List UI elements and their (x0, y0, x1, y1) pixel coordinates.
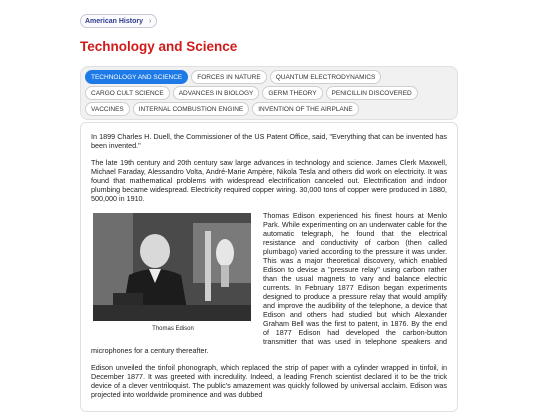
article-paragraph-3: Thomas Edison experienced his finest hours at Menlo Park. While experimenting on an underwater cable for the automatic telegraph, he found that the electrical resistance and conductivity of carbon (then called plumbago) varied according to the pressure it was under. This was a major theoretical discovery, which enabled Edison to devise a "pressure relay" using carbon rather than the usual magnets to vary and balance electric currents. In February 1877 Edison began experiments designed to produce a pressure relay that would amplify and improve the audibility of the telephone, a device that Edison and others had studied but which Alexander Graham Bell was the first to patent, in 1876. By the end of 1877 Edison had developed the carbon-button transmitter that was used in telephone speakers and microphones for a century thereafter. (91, 211, 447, 355)
article-paragraph-4: Edison unveiled the tinfoil phonograph, which replaced the strip of paper with a cylinder wrapped in tinfoil, in December 1877. It was greeted with incredulity. Indeed, a leading French scientist declared it to be the trick device of a clever ventriloquist. The public's amazement was quickly followed by universal acclaim. Edison was projected into worldwide prominence and was dubbed (91, 363, 447, 399)
article-paragraph-2: The late 19th century and 20th century saw large advances in technology and science. James Clerk Maxwell, Michael Faraday, Alessandro Volta, André-Marie Ampère, Nikola Tesla and others did work on electricity. It was found that mathematical problems with widespread electrification canceled out. Electrification and indoor plumbing became widespread. Electricity required copper wiring. 30,000 tons of copper were produced in 1880, 500,000 in 1910. (91, 158, 447, 203)
tab-penicillin-discovered[interactable]: PENICILLIN DISCOVERED (326, 86, 418, 100)
breadcrumb-label: American History (85, 17, 143, 25)
edison-photo-illustration (93, 213, 251, 321)
tab-germ-theory[interactable]: GERM THEORY (262, 86, 322, 100)
tab-cargo-cult-science[interactable]: CARGO CULT SCIENCE (85, 86, 170, 100)
chevron-right-icon: › (148, 17, 152, 25)
tab-row-2 (85, 86, 453, 100)
tab-vaccines[interactable]: VACCINES (85, 102, 130, 116)
portrait-photo-icon (93, 213, 251, 321)
topic-tabs (80, 66, 458, 120)
tab-invention-of-the-airplane[interactable]: INVENTION OF THE AIRPLANE (252, 102, 359, 116)
figure-caption: Thomas Edison (152, 326, 194, 332)
tab-quantum-electrodynamics[interactable]: QUANTUM ELECTRODYNAMICS (270, 70, 382, 84)
breadcrumb[interactable] (80, 14, 157, 28)
article-paragraph-1: In 1899 Charles H. Duell, the Commissioner of the US Patent Office, said, "Everything that can be invented has been invented." (91, 132, 447, 150)
tab-advances-in-biology[interactable]: ADVANCES IN BIOLOGY (173, 86, 260, 100)
page-title: Technology and Science (80, 39, 238, 54)
edison-figure (93, 213, 253, 334)
tab-forces-in-nature[interactable]: FORCES IN NATURE (191, 70, 266, 84)
tab-internal-combustion-engine[interactable]: INTERNAL COMBUSTION ENGINE (133, 102, 250, 116)
tab-row-1 (85, 70, 453, 84)
tab-technology-and-science[interactable]: TECHNOLOGY AND SCIENCE (85, 70, 188, 84)
tab-row-3 (85, 102, 453, 116)
article-content (80, 122, 458, 412)
